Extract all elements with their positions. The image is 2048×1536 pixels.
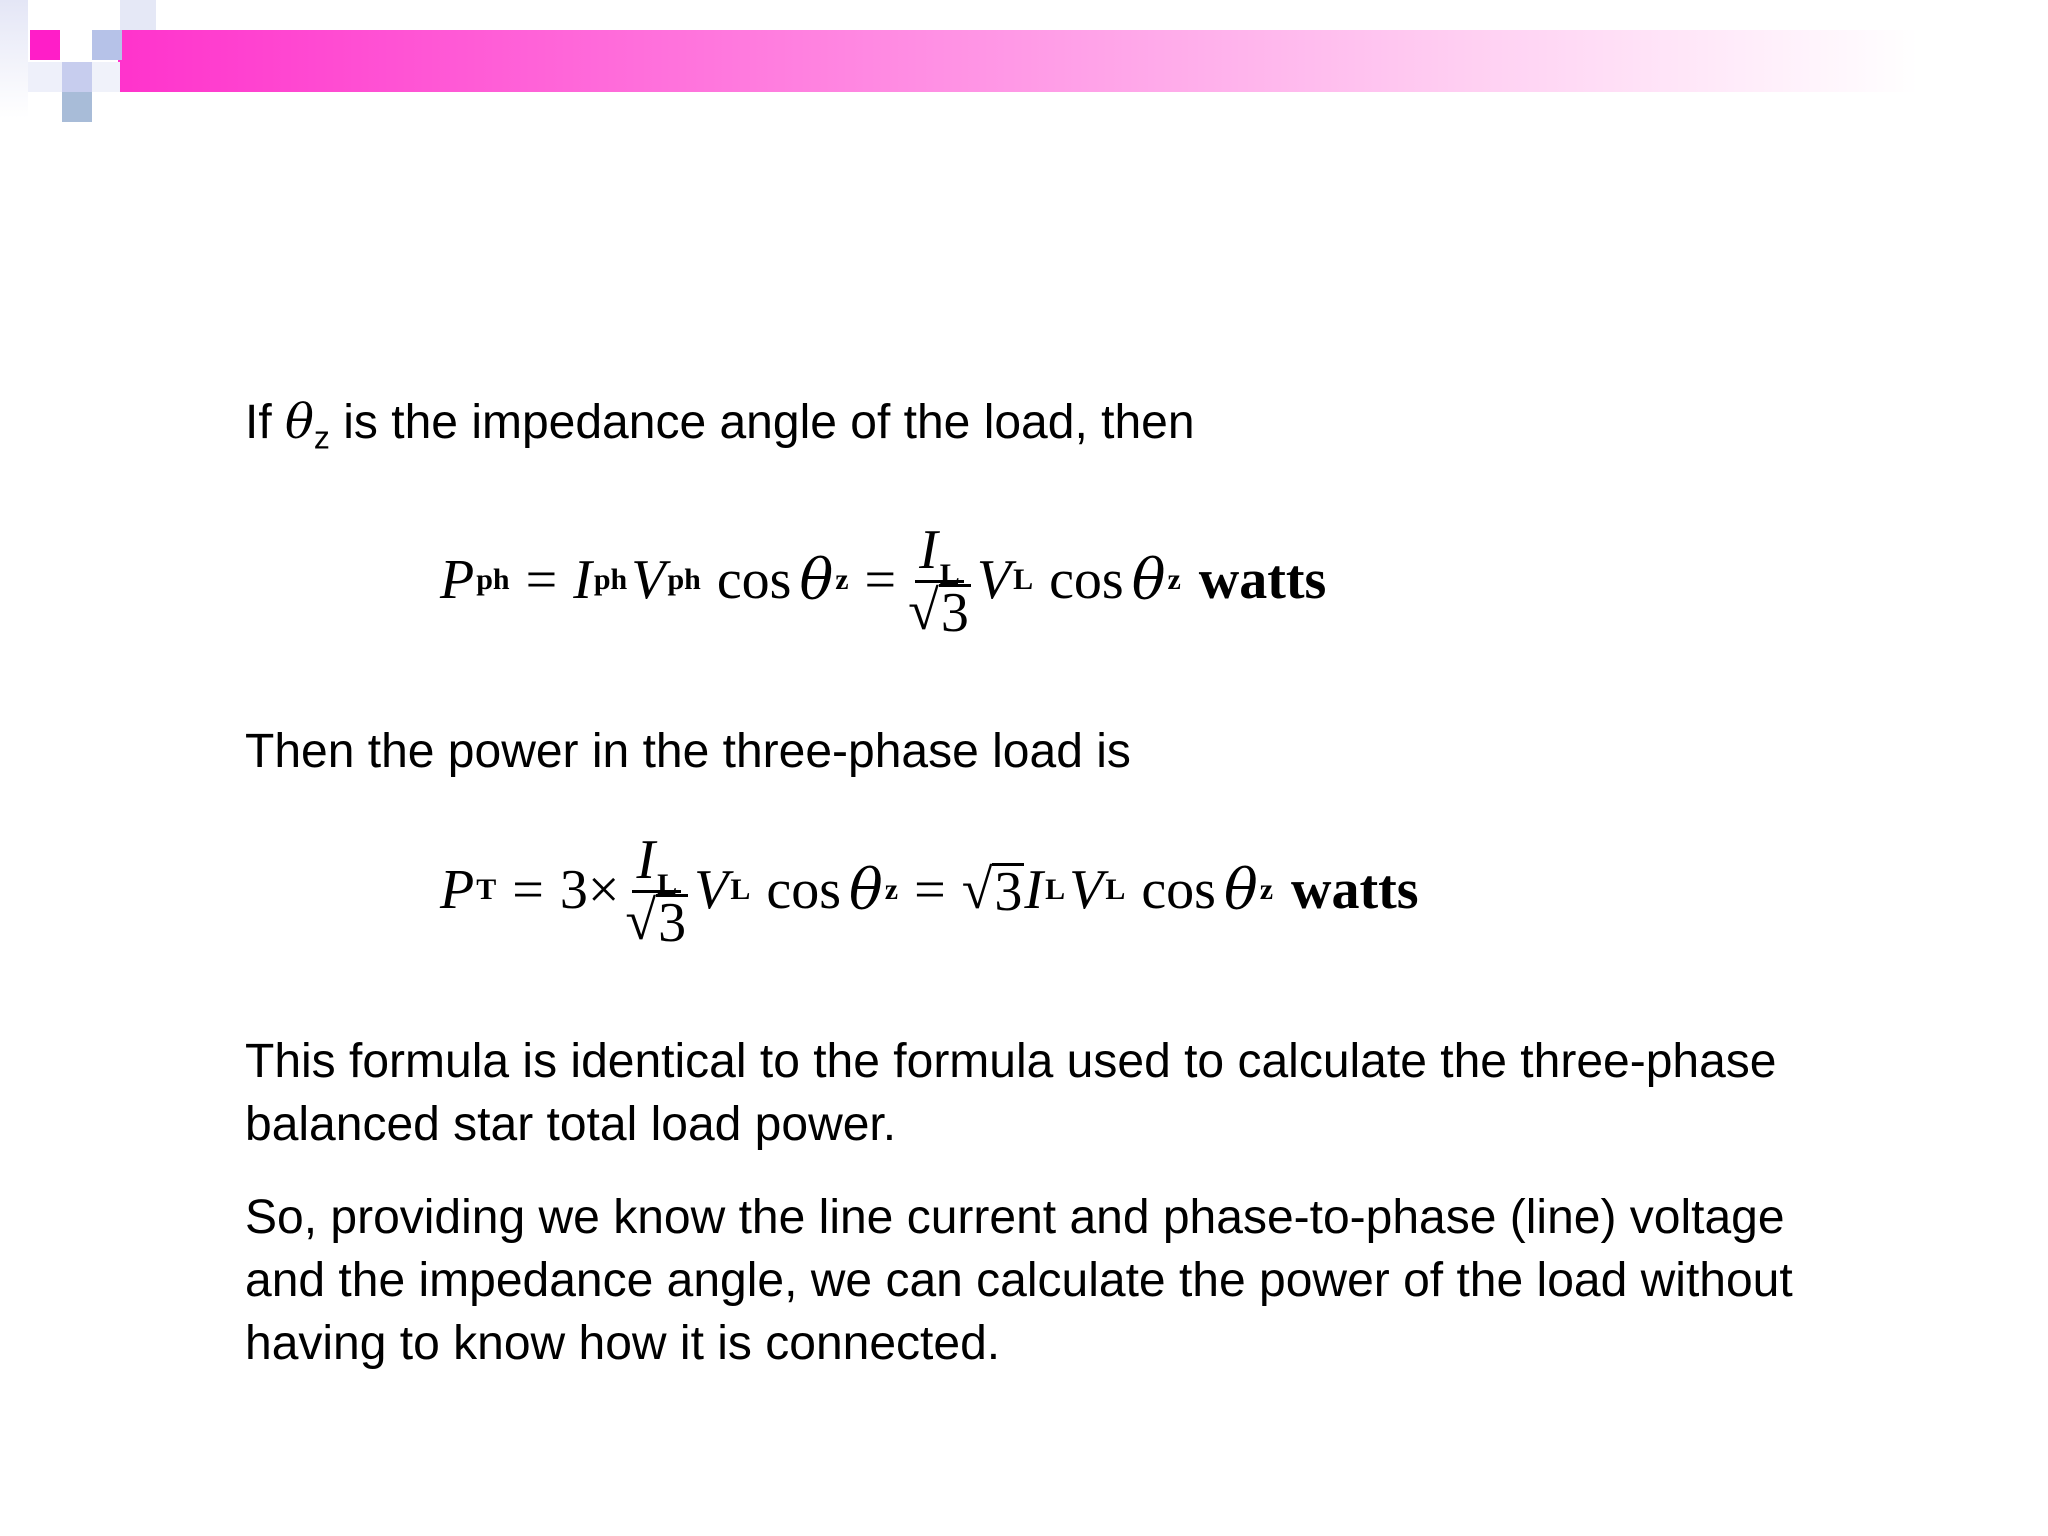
fraction-line-current-over-root3: $I_L$ √ 3 [908,518,969,644]
intro-text: If $\theta_z$ is the impedance angle of the load, then [245,394,1195,456]
header-decor-square [62,62,92,92]
unit-label: watts [1291,859,1419,921]
fraction-line-current-over-root3: $I_L$ √ 3 [625,828,687,954]
header-decor-square [120,0,156,30]
equation-total-power: P T = 3× $I_L$ √ 3 V L cos θ z = √ 3 I L V L cos θ z watts [440,828,1419,954]
header-decor-square [30,30,60,60]
paragraph-line-current: So, providing we know the line current and phase-to-phase (line) voltage and the impedance angle, we can calculate the power of the load without having to know how it is connected. [245,1191,1793,1370]
square-root: √ 3 [961,859,1023,923]
header-gradient-bar [118,30,1918,92]
equation-phase-power: P ph = I ph V ph cos θ z = $I_L$ √ 3 V L cos θ z watts [440,518,1327,644]
paragraph-formula-identical: This formula is identical to the formula used to calculate the three-phase balanced star total load power. [245,1035,1777,1151]
header-decor-square [0,0,28,118]
header-decor-square [92,62,120,92]
header-decor-square [92,30,122,60]
unit-label: watts [1198,549,1327,611]
sentence-three-phase-power: Then the power in the three-phase load is [245,725,1131,778]
header-decor-square [62,92,92,122]
theta-symbol: θ [285,394,314,450]
header-decor-square [28,62,62,92]
